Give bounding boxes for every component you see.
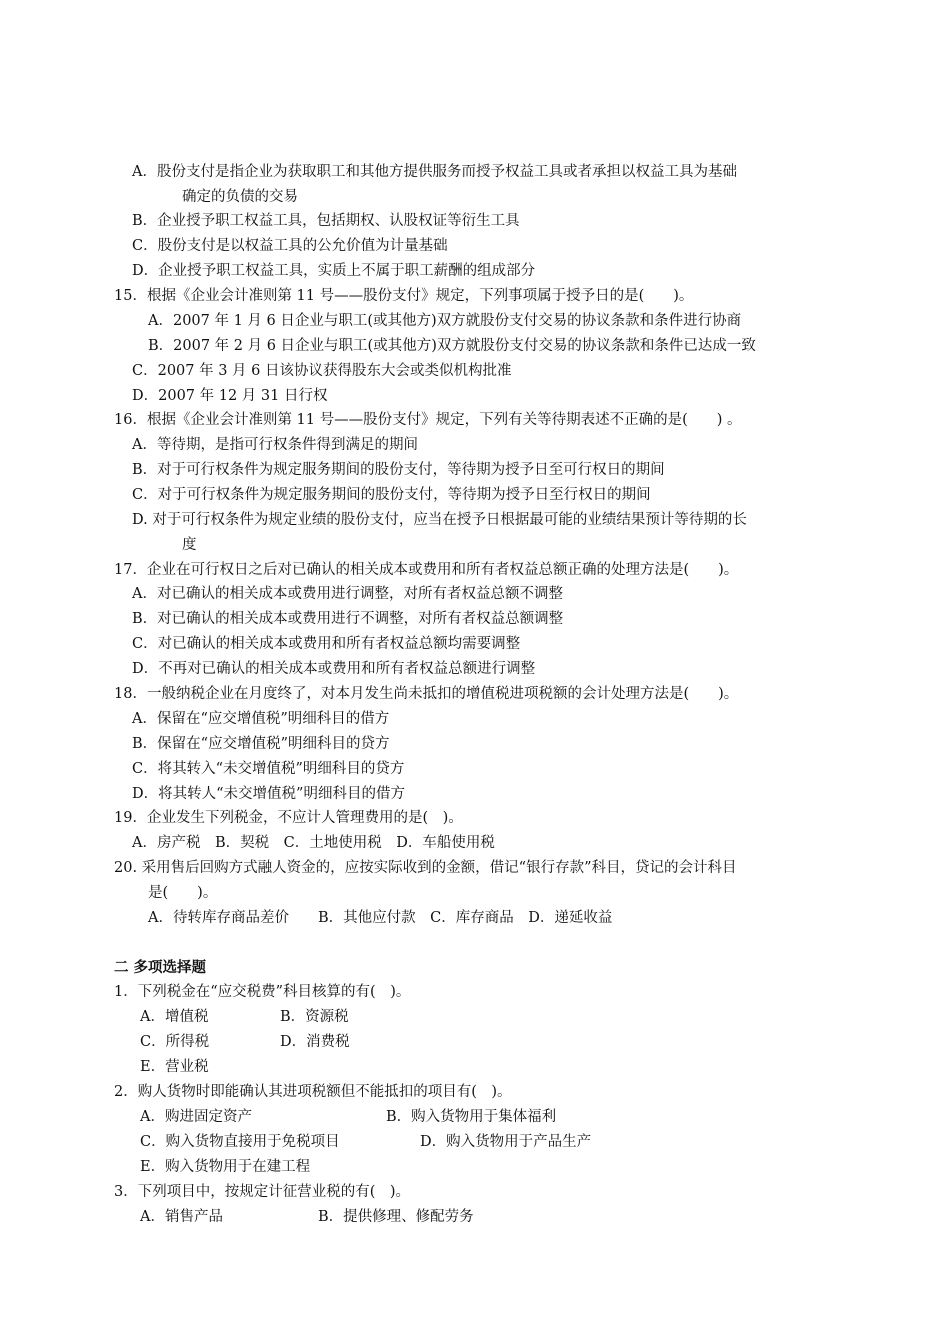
question-20-line1: 20. 采用售后回购方式融人资金的，应按实际收到的金额，借记“银行存款”科目，贷记的会计科目: [114, 860, 737, 876]
multi-question-2: 2．购人货物时即能确认其进项税额但不能抵扣的项目有( )。: [114, 1084, 512, 1100]
q18-option-a: A．保留在“应交增值税”明细科目的借方: [132, 711, 390, 727]
q20-options: A．待转库存商品差价 B．其他应付款 C．库存商品 D．递延收益: [148, 910, 613, 926]
m2-option-c: C．购入货物直接用于免税项目: [140, 1134, 340, 1150]
m1-option-c: C．所得税: [140, 1034, 210, 1050]
q18-option-d: D．将其转人“未交增值税”明细科目的借方: [132, 786, 405, 802]
q16-option-a: A．等待期，是指可行权条件得到满足的期间: [132, 437, 418, 453]
m2-option-b: B．购入货物用于集体福利: [386, 1109, 557, 1125]
m1-option-a: A．增值税: [140, 1009, 209, 1025]
q18-option-c: C．将其转入“未交增值税”明细科目的贷方: [132, 761, 405, 777]
multi-question-1: 1．下列税金在“应交税费”科目核算的有( )。: [114, 984, 411, 1000]
question-18: 18．一般纳税企业在月度终了，对本月发生尚未抵扣的增值税进项税额的会计处理方法是( )。: [114, 686, 739, 702]
question-20-line2: 是( )。: [148, 885, 218, 901]
m1-option-d: D．消费税: [280, 1034, 350, 1050]
q15-option-c: C．2007 年 3 月 6 日该协议获得股东大会或类似机构批准: [132, 363, 512, 379]
m2-option-a: A．购进固定资产: [140, 1109, 252, 1125]
question-15: 15．根据《企业会计准则第 11 号——股份支付》规定，下列事项属于授予日的是( )。: [114, 288, 694, 304]
q18-option-b: B．保留在“应交增值税”明细科目的贷方: [132, 736, 390, 752]
q15-option-a: A．2007 年 1 月 6 日企业与职工(或其他方)双方就股份支付交易的协议条款和条件进行协商: [148, 313, 742, 329]
multi-question-3: 3．下列项目中，按规定计征营业税的有( )。: [114, 1184, 411, 1200]
section-heading-multiple-choice: 二 多项选择题: [114, 959, 207, 976]
q14-option-b: B．企业授予职工权益工具，包括期权、认股权证等衍生工具: [132, 213, 520, 229]
q17-option-b: B．对已确认的相关成本或费用进行不调整，对所有者权益总额调整: [132, 611, 564, 627]
q19-options: A．房产税 B．契税 C．土地使用税 D．车船使用税: [132, 835, 495, 851]
q14-option-a-line1: A．股份支付是指企业为获取职工和其他方提供服务而授予权益工具或者承担以权益工具为基础: [132, 164, 737, 180]
q16-option-b: B．对于可行权条件为规定服务期间的股份支付，等待期为授予日至可行权日的期间: [132, 462, 665, 478]
question-16: 16．根据《企业会计准则第 11 号——股份支付》规定，下列有关等待期表述不正确的是( ) 。: [114, 412, 742, 428]
m1-option-e: E．营业税: [140, 1059, 209, 1075]
q15-option-b: B．2007 年 2 月 6 日企业与职工(或其他方)双方就股份支付交易的协议条款和条件已达成一致: [148, 338, 756, 354]
q16-option-d-line2: 度: [182, 537, 197, 553]
question-19: 19．企业发生下列税金，不应计人管理费用的是( )。: [114, 810, 463, 826]
q16-option-d-line1: D. 对于可行权条件为规定业绩的股份支付，应当在授予日根据最可能的业绩结果预计等待期的长: [132, 512, 747, 528]
m3-option-b: B．提供修理、修配劳务: [318, 1209, 474, 1225]
q17-option-d: D．不再对已确认的相关成本或费用和所有者权益总额进行调整: [132, 661, 536, 677]
m3-option-a: A．销售产品: [140, 1209, 223, 1225]
q17-option-c: C．对已确认的相关成本或费用和所有者权益总额均需要调整: [132, 636, 521, 652]
m1-option-b: B．资源税: [280, 1009, 349, 1025]
q15-option-d: D．2007 年 12 月 31 日行权: [132, 388, 328, 404]
q14-option-c: C．股份支付是以权益工具的公允价值为计量基础: [132, 238, 448, 254]
q16-option-c: C．对于可行权条件为规定服务期间的股份支付，等待期为授予日至行权日的期间: [132, 487, 651, 503]
m2-option-e: E．购入货物用于在建工程: [140, 1159, 311, 1175]
m2-option-d: D．购入货物用于产品生产: [420, 1134, 592, 1150]
q14-option-a-line2: 确定的负债的交易: [182, 189, 298, 205]
question-17: 17．企业在可行权日之后对已确认的相关成本或费用和所有者权益总额正确的处理方法是( )。: [114, 562, 739, 578]
q14-option-d: D．企业授予职工权益工具，实质上不属于职工薪酬的组成部分: [132, 263, 536, 279]
q17-option-a: A．对已确认的相关成本或费用进行调整，对所有者权益总额不调整: [132, 586, 563, 602]
